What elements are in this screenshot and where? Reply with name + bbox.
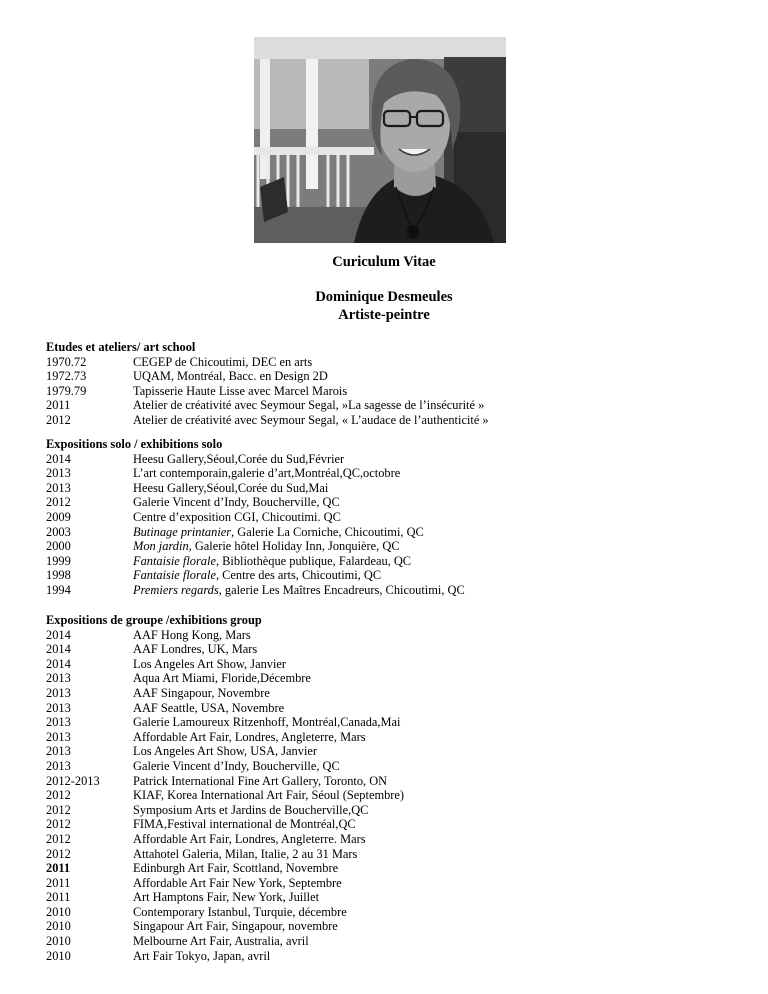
exhibition-title: Mon jardin	[133, 539, 189, 554]
education-row	[46, 384, 746, 399]
row-year: 1972.73	[46, 369, 87, 384]
row-year: 2012	[46, 831, 71, 846]
row-text: Los Angeles Art Show, Janvier	[133, 656, 287, 671]
education-row	[46, 398, 746, 413]
row-text: Galerie Lamoureux Ritzenhoff, Montréal,Canada,Mai	[133, 715, 401, 730]
row-text: AAF Singapour, Novembre	[133, 685, 270, 700]
exhibition-venue: , Galerie hôtel Holiday Inn, Jonquière, QC	[188, 539, 400, 554]
row-text: Art Hamptons Fair, New York, Juillet	[133, 890, 320, 905]
row-text: UQAM, Montréal, Bacc. en Design 2D	[133, 369, 328, 384]
row-text: Affordable Art Fair, Londres, Angleterre. Mars	[133, 831, 366, 846]
exhibition-title: Butinage printanier	[133, 524, 232, 539]
group-row	[46, 628, 746, 643]
document-title: Curiculum Vitae	[332, 254, 436, 270]
row-text	[133, 481, 746, 496]
group-row	[46, 876, 746, 891]
group-row	[46, 701, 746, 716]
row-text: Contemporary Istanbul, Turquie, décembre	[133, 904, 347, 919]
row-text: Symposium Arts et Jardins de Boucherville,QC	[133, 802, 369, 817]
row-text: AAF Londres, UK, Mars	[133, 642, 258, 657]
row-text	[133, 495, 746, 510]
solo-exhibitions-section	[46, 437, 746, 598]
row-text	[133, 568, 746, 583]
row-text	[133, 554, 746, 569]
row-text: CEGEP de Chicoutimi, DEC en arts	[133, 354, 313, 369]
education-row	[46, 369, 746, 384]
row-year: 2010	[46, 919, 71, 934]
row-text: Affordable Art Fair New York, Septembre	[133, 875, 342, 890]
group-row	[46, 832, 746, 847]
row-year: 2003	[46, 524, 71, 539]
row-year: 2012	[46, 802, 71, 817]
row-text: Aqua Art Miami, Floride,Décembre	[133, 671, 311, 686]
row-text: AAF Seattle, USA, Novembre	[133, 700, 285, 715]
row-year: 2013	[46, 685, 71, 700]
education-row	[46, 355, 746, 370]
row-year: 2011	[46, 398, 71, 413]
group-row	[46, 788, 746, 803]
solo-exhibitions-heading: Expositions solo / exhibitions solo	[46, 437, 223, 451]
group-row	[46, 657, 746, 672]
row-year: 2011	[46, 861, 71, 876]
group-row	[46, 686, 746, 701]
portrait-illustration	[254, 37, 506, 243]
row-year: 2012	[46, 846, 71, 861]
row-text: Galerie Vincent d’Indy, Boucherville, QC	[133, 758, 340, 773]
row-year: 2014	[46, 627, 71, 642]
row-text	[133, 539, 746, 554]
group-exhibitions-heading: Expositions de groupe /exhibitions group	[46, 613, 262, 627]
row-text: Singapour Art Fair, Singapour, novembre	[133, 919, 338, 934]
row-year: 2013	[46, 744, 71, 759]
row-year: 2000	[46, 539, 71, 554]
row-year: 2013	[46, 700, 71, 715]
solo-row	[46, 466, 746, 481]
group-row	[46, 642, 746, 657]
row-year: 2010	[46, 904, 71, 919]
row-year: 2012-2013	[46, 773, 100, 788]
group-row	[46, 759, 746, 774]
solo-row	[46, 495, 746, 510]
education-heading: Etudes et ateliers/ art school	[46, 340, 196, 354]
row-year: 1998	[46, 568, 71, 583]
row-text: Atelier de créativité avec Seymour Segal, « L’audace de l’authenticité »	[133, 412, 489, 427]
row-year: 2013	[46, 758, 71, 773]
row-year: 2013	[46, 480, 71, 495]
row-year: 2013	[46, 671, 71, 686]
row-text: Los Angeles Art Show, USA, Janvier	[133, 744, 318, 759]
row-text	[133, 525, 746, 540]
row-text: Atelier de créativité avec Seymour Segal, »La sagesse de l’insécurité »	[133, 398, 485, 413]
exhibition-venue: Heesu Gallery,Séoul,Corée du Sud,Mai	[133, 480, 329, 495]
row-text	[133, 452, 746, 467]
exhibition-title: Premiers regards	[133, 582, 219, 597]
row-text: Melbourne Art Fair, Australia, avril	[133, 934, 309, 949]
row-text: Edinburgh Art Fair, Scottland, Novembre	[133, 861, 339, 876]
row-year: 2010	[46, 934, 71, 949]
row-text: Patrick International Fine Art Gallery, Toronto, ON	[133, 773, 388, 788]
group-row	[46, 861, 746, 876]
solo-row	[46, 481, 746, 496]
group-row	[46, 803, 746, 818]
row-year: 2014	[46, 451, 71, 466]
exhibition-venue: , Galerie La Corniche, Chicoutimi, QC	[231, 524, 424, 539]
solo-row	[46, 539, 746, 554]
group-row	[46, 905, 746, 920]
row-text: Art Fair Tokyo, Japan, avril	[133, 948, 271, 963]
row-year: 2013	[46, 466, 71, 481]
exhibition-title: Fantaisie florale	[133, 568, 216, 583]
row-year: 2013	[46, 715, 71, 730]
row-year: 1994	[46, 582, 71, 597]
row-text	[133, 583, 746, 598]
row-text	[133, 466, 746, 481]
row-year: 1979.79	[46, 383, 87, 398]
row-year: 1970.72	[46, 354, 87, 369]
artist-role: Artiste-peintre	[338, 307, 430, 323]
solo-row	[46, 583, 746, 598]
row-text: FIMA,Festival international de Montréal,QC	[133, 817, 356, 832]
group-row	[46, 934, 746, 949]
row-year: 2012	[46, 817, 71, 832]
group-row	[46, 890, 746, 905]
education-row	[46, 413, 746, 428]
solo-row	[46, 452, 746, 467]
row-text: Tapisserie Haute Lisse avec Marcel Marois	[133, 383, 348, 398]
row-year: 2013	[46, 729, 71, 744]
group-row	[46, 847, 746, 862]
row-text: KIAF, Korea International Art Fair, Séoul (Septembre)	[133, 788, 405, 803]
row-year: 1999	[46, 553, 71, 568]
exhibition-venue: Heesu Gallery,Séoul,Corée du Sud,Février	[133, 451, 345, 466]
row-year: 2012	[46, 412, 71, 427]
group-row	[46, 949, 746, 964]
group-row	[46, 919, 746, 934]
artist-portrait-photo	[254, 37, 506, 243]
solo-row	[46, 510, 746, 525]
row-year: 2011	[46, 875, 71, 890]
row-year: 2010	[46, 948, 71, 963]
group-exhibitions-section	[46, 613, 746, 963]
group-row	[46, 744, 746, 759]
group-row	[46, 671, 746, 686]
group-row	[46, 730, 746, 745]
row-text: Attahotel Galeria, Milan, Italie, 2 au 31 Mars	[133, 846, 358, 861]
solo-row	[46, 554, 746, 569]
row-year: 2012	[46, 495, 71, 510]
row-year: 2014	[46, 656, 71, 671]
artist-name: Dominique Desmeules	[315, 289, 453, 305]
solo-row	[46, 568, 746, 583]
exhibition-venue: , galerie Les Maîtres Encadreurs, Chicoutimi, QC	[218, 582, 465, 597]
exhibition-venue: Galerie Vincent d’Indy, Boucherville, QC	[133, 495, 340, 510]
row-year: 2011	[46, 890, 71, 905]
row-year: 2012	[46, 788, 71, 803]
education-section	[46, 340, 746, 428]
exhibition-venue: , Centre des arts, Chicoutimi, QC	[215, 568, 382, 583]
exhibition-title: Fantaisie florale	[133, 553, 216, 568]
group-row	[46, 817, 746, 832]
group-row	[46, 715, 746, 730]
exhibition-venue: L’art contemporain,galerie d’art,Montréal,QC,octobre	[133, 466, 401, 481]
row-text: AAF Hong Kong, Mars	[133, 627, 251, 642]
row-year: 2009	[46, 509, 71, 524]
row-text	[133, 510, 746, 525]
row-text: Affordable Art Fair, Londres, Angleterre, Mars	[133, 729, 366, 744]
exhibition-venue: , Bibliothèque publique, Falardeau, QC	[215, 553, 412, 568]
solo-row	[46, 525, 746, 540]
group-row	[46, 774, 746, 789]
row-year: 2014	[46, 642, 71, 657]
exhibition-venue: Centre d’exposition CGI, Chicoutimi. QC	[133, 509, 341, 524]
